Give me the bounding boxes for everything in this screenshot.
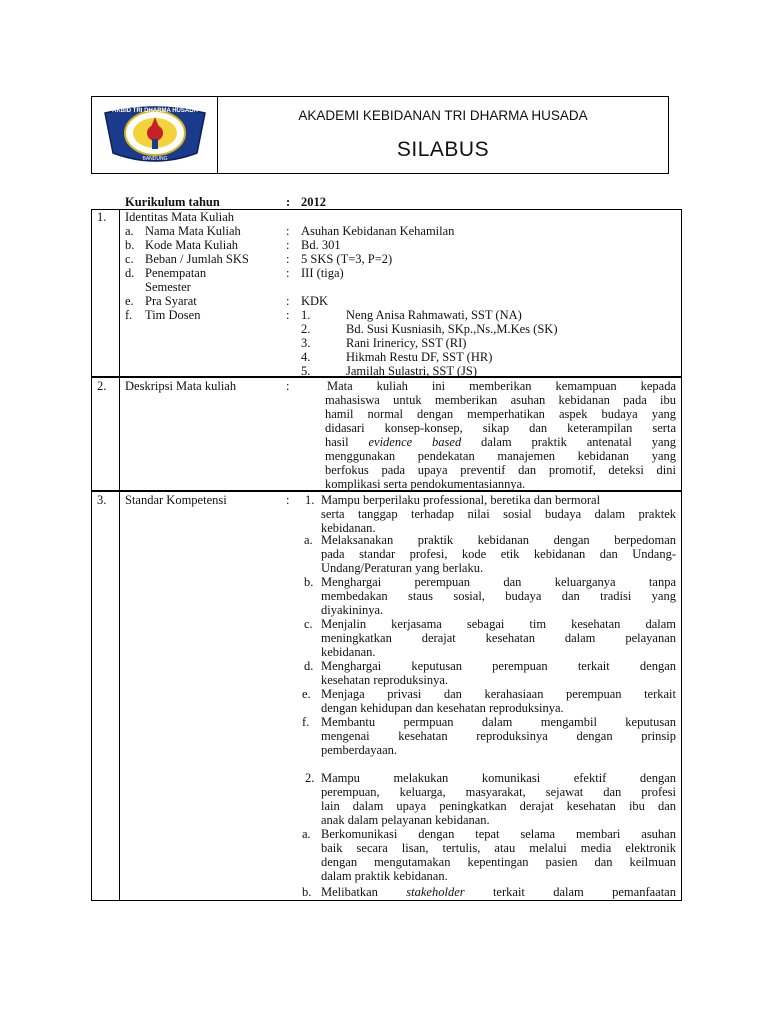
dosen-number: 4.: [301, 350, 311, 364]
dosen-number: 5.: [301, 364, 311, 378]
identitas-row-colon: :: [286, 266, 290, 280]
deskripsi-line: komplikasi serta pendokumentasiannya.: [325, 477, 526, 491]
dosen-number: 2.: [301, 322, 311, 336]
kurikulum-colon: :: [286, 195, 291, 209]
section2-colon: :: [286, 379, 290, 393]
deskripsi-line: didasari konsep-konsep, sikap dan keterampilan serta: [325, 421, 676, 435]
kompetensi-line: kebidanan.: [321, 645, 376, 659]
identitas-row-value: Bd. 301: [301, 238, 341, 252]
identitas-row-colon: :: [286, 308, 290, 322]
identitas-row-value: Asuhan Kebidanan Kehamilan: [301, 224, 455, 238]
institution-logo: [99, 103, 211, 165]
kompetensi-line: perempuan, keluarga, masyarakat, sejawat dan profesi: [321, 785, 676, 799]
dosen-name: Neng Anisa Rahmawati, SST (NA): [346, 308, 522, 322]
kurikulum-value: 2012: [301, 195, 326, 209]
kompetensi-line: kebidanan.: [321, 521, 376, 535]
svg-text:YTDH: YTDH: [148, 149, 162, 155]
dosen-name: Bd. Susi Kusniasih, SKp.,Ns.,M.Kes (SK): [346, 322, 558, 336]
deskripsi-line: hamil normal dengan memperhatikan aspek budaya yang: [325, 407, 676, 421]
kompetensi-line: anak dalam pelayanan kebidanan.: [321, 813, 490, 827]
identitas-row-label-cont: Semester: [145, 280, 191, 294]
identitas-row-label: Beban / Jumlah SKS: [145, 252, 249, 266]
dosen-name: Jamilah Sulastri, SST (JS): [346, 364, 478, 378]
kompetensi-marker: b.: [304, 575, 314, 589]
kompetensi-line: dengan mengutamakan kepentingan pasien dan keilmuan: [321, 855, 676, 869]
identitas-row-value: 5 SKS (T=3, P=2): [301, 252, 393, 266]
kompetensi-line: diyakininya.: [321, 603, 384, 617]
kompetensi-marker: d.: [304, 659, 314, 673]
deskripsi-line: menggunakan pendekatan manajemen kebidanan yang: [325, 449, 676, 463]
dosen-number: 3.: [301, 336, 311, 350]
identitas-row-letter: b.: [125, 238, 135, 252]
deskripsi-line: hasil evidence based dalam praktik antenatal yang: [325, 435, 676, 449]
identitas-row-value: III (tiga): [301, 266, 344, 280]
identitas-row-label: Kode Mata Kuliah: [145, 238, 239, 252]
kompetensi-marker: e.: [302, 687, 311, 701]
kompetensi-line: lain dalam upaya peningkatkan derajat kesehatan ibu dan: [321, 799, 676, 813]
section2-title: Deskripsi Mata kuliah: [125, 379, 237, 393]
identitas-row-letter: c.: [125, 252, 134, 266]
kompetensi-line: Menjaga privasi dan kerahasiaan perempuan terkait: [321, 687, 676, 701]
kompetensi-line: kesehatan reproduksinya.: [321, 673, 449, 687]
kompetensi-marker: 1.: [305, 493, 315, 507]
kompetensi-line: serta tanggap terhadap nilai sosial budaya dalam praktek: [321, 507, 676, 521]
identitas-row-colon: :: [286, 238, 290, 252]
identitas-row-letter: e.: [125, 294, 134, 308]
identitas-row-letter: a.: [125, 224, 134, 238]
kompetensi-line: baik secara lisan, tertulis, atau melalui media elektronik: [321, 841, 676, 855]
deskripsi-line: berfokus pada upaya preventif dan promotif, deteksi dini: [325, 463, 676, 477]
section1-title: Identitas Mata Kuliah: [125, 210, 234, 224]
identitas-row-label: Penempatan: [145, 266, 207, 280]
deskripsi-line: mahasiswa untuk memberikan asuhan kebidanan pada ibu: [325, 393, 676, 407]
dosen-number: 1.: [301, 308, 311, 322]
kompetensi-line: Mampu melakukan komunikasi efektif dengan: [321, 771, 676, 785]
identitas-row-colon: :: [286, 252, 290, 266]
section3-title: Standar Kompetensi: [125, 493, 227, 507]
identitas-row-letter: d.: [125, 266, 135, 280]
svg-text:BANDUNG: BANDUNG: [142, 156, 168, 162]
identitas-row-colon: :: [286, 294, 290, 308]
kompetensi-line: meningkatkan derajat kesehatan dalam pelayanan: [321, 631, 676, 645]
institution-name: AKADEMI KEBIDANAN TRI DHARMA HUSADA: [298, 108, 588, 123]
kompetensi-line: Menghargai perempuan dan keluarganya tanpa: [321, 575, 676, 589]
section3-colon: :: [286, 493, 290, 507]
kompetensi-line: dalam praktik kebidanan.: [321, 869, 448, 883]
dosen-name: Hikmah Restu DF, SST (HR): [346, 350, 493, 364]
svg-text:AKBID TRI DHARMA HUSADA: AKBID TRI DHARMA HUSADA: [112, 108, 198, 114]
document-title: SILABUS: [396, 138, 490, 161]
section1-number: 1.: [97, 210, 107, 224]
identitas-row-colon: :: [286, 224, 290, 238]
dosen-name: Rani Irinericy, SST (RI): [346, 336, 467, 350]
section2-number: 2.: [97, 379, 107, 393]
kompetensi-line: Mampu berperilaku professional, beretika dan bermoral: [321, 493, 601, 507]
kompetensi-line: Melaksanakan praktik kebidanan dengan berpedoman: [321, 533, 676, 547]
identitas-row-letter: f.: [125, 308, 133, 322]
identitas-row-value: KDK: [301, 294, 329, 308]
header-box: [91, 96, 669, 174]
kompetensi-marker: a.: [302, 827, 311, 841]
logo-cell: [92, 97, 218, 173]
identitas-row-label: Nama Mata Kuliah: [145, 224, 241, 238]
kompetensi-line: membedakan staus sosial, budaya dan tradisi yang: [321, 589, 676, 603]
kompetensi-line: Undang/Peraturan yang berlaku.: [321, 561, 484, 575]
kompetensi-line: Menjalin kerjasama sebagai tim kesehatan dalam: [321, 617, 676, 631]
kompetensi-line: Berkomunikasi dengan tepat selama membari asuhan: [321, 827, 676, 841]
kompetensi-line: Melibatkan stakeholder terkait dalam pemanfaatan: [321, 885, 676, 899]
kompetensi-line: dengan kehidupan dan kesehatan reproduksinya.: [321, 701, 564, 715]
kurikulum-label: Kurikulum tahun: [125, 195, 220, 209]
kompetensi-marker: c.: [304, 617, 313, 631]
kompetensi-line: mengenai kesehatan reproduksinya dengan prinsip: [321, 729, 676, 743]
section3-number: 3.: [97, 493, 107, 507]
kompetensi-line: pada standar profesi, kode etik kebidanan dan Undang-: [321, 547, 676, 561]
kompetensi-marker: 2.: [305, 771, 315, 785]
kompetensi-marker: a.: [304, 533, 313, 547]
deskripsi-line: Mata kuliah ini memberikan kemampuan kepada: [327, 379, 676, 393]
identitas-row-label: Pra Syarat: [145, 294, 197, 308]
identitas-row-label: Tim Dosen: [145, 308, 201, 322]
kompetensi-line: Menghargai keputusan perempuan terkait dengan: [321, 659, 676, 673]
kompetensi-marker: f.: [302, 715, 310, 729]
kompetensi-line: pemberdayaan.: [321, 743, 398, 757]
kompetensi-marker: b.: [302, 885, 312, 899]
kompetensi-line: Membantu permpuan dalam mengambil keputusan: [321, 715, 676, 729]
